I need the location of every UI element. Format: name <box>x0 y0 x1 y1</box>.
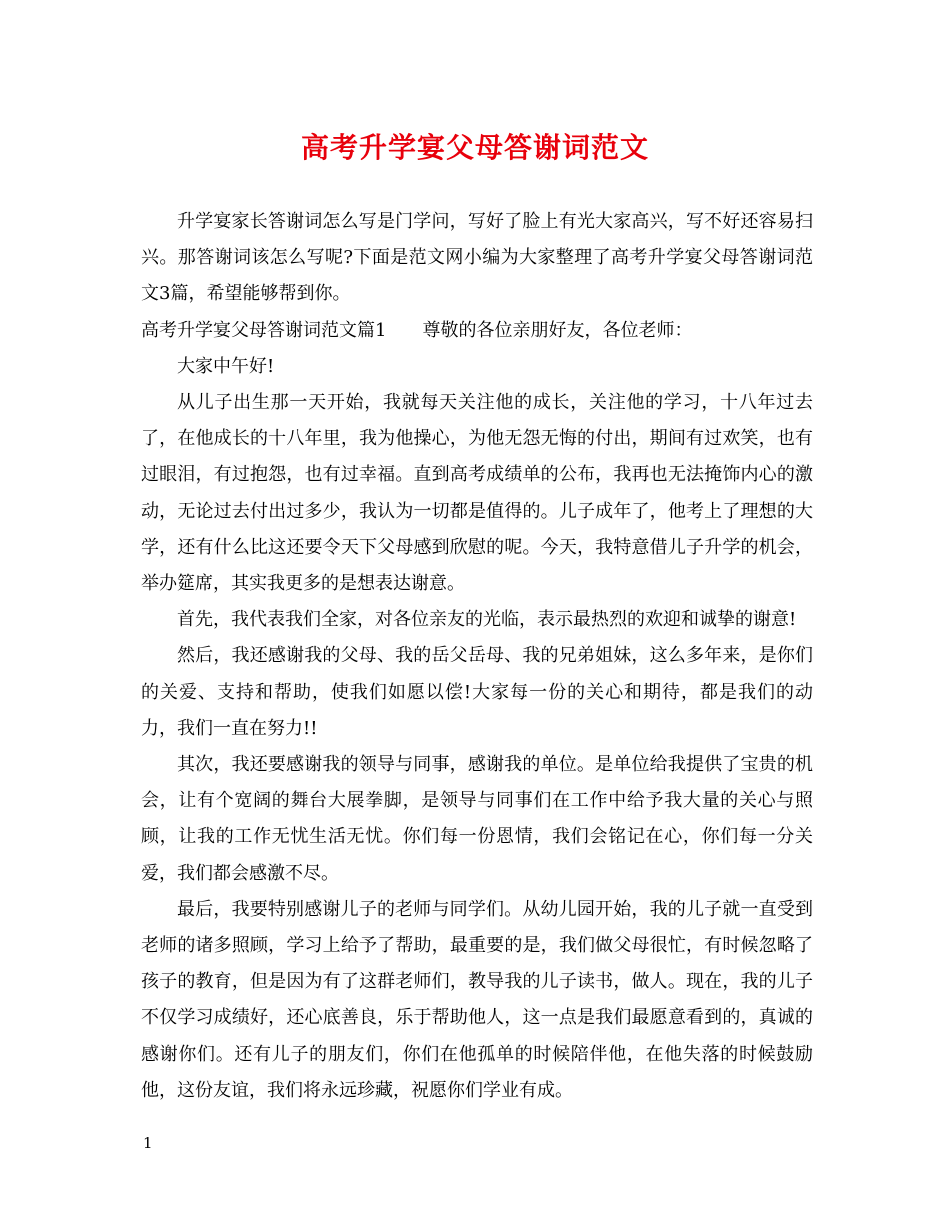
body-paragraph: 其次，我还要感谢我的领导与同事，感谢我的单位。是单位给我提供了宝贵的机会，让有个宽阔的舞台大展拳脚，是领导与同事们在工作中给予我大量的关心与照顾，让我的工作无忧生活无忧。你们每一份恩情，我们会铭记在心，你们每一分关爱，我们都会感激不尽。 <box>141 754 813 884</box>
page-number: 1 <box>143 1134 153 1152</box>
section-line <box>141 313 813 349</box>
greeting-paragraph: 大家中午好! <box>177 355 275 377</box>
intro-paragraph: 升学宴家长答谢词怎么写是门学问，写好了脸上有光大家高兴，写不好还容易扫兴。那答谢词该怎么写呢?下面是范文网小编为大家整理了高考升学宴父母答谢词范文3篇，希望能够帮到你。 <box>141 211 813 305</box>
body-paragraph: 然后，我还感谢我的父母、我的岳父岳母、我的兄弟姐妹，这么多年来，是你们的关爱、支持和帮助，使我们如愿以偿!大家每一份的关心和期待，都是我们的动力，我们一直在努力!! <box>141 645 813 739</box>
salutation: 尊敬的各位亲朋好友，各位老师： <box>422 319 693 341</box>
body-paragraph: 首先，我代表我们全家，对各位亲友的光临，表示最热烈的欢迎和诚挚的谢意! <box>177 609 797 631</box>
document-body <box>141 204 813 1109</box>
body-paragraph: 最后，我要特别感谢儿子的老师与同学们。从幼儿园开始，我的儿子就一直受到老师的诸多照顾，学习上给予了帮助，最重要的是，我们做父母很忙，有时候忽略了孩子的教育，但是因为有了这群老师们，教导我的儿子读书，做人。现在，我的儿子不仅学习成绩好，还心底善良，乐于帮助他人，这一点是我们最愿意看到的，真诚的感谢你们。还有儿子的朋友们，你们在他孤单的时候陪伴他，在他失落的时候鼓励他，这份友谊，我们将永远珍藏，祝愿你们学业有成。 <box>141 898 813 1101</box>
section-heading: 高考升学宴父母答谢词范文篇1 <box>141 319 387 341</box>
document-title: 高考升学宴父母答谢词范文 <box>300 131 649 164</box>
body-paragraph: 从儿子出生那一天开始，我就每天关注他的成长，关注他的学习，十八年过去了，在他成长的十八年里，我为他操心，为他无怨无悔的付出，期间有过欢笑，也有过眼泪，有过抱怨，也有过幸福。直到高考成绩单的公布，我再也无法掩饰内心的激动，无论过去付出过多少，我认为一切都是值得的。儿子成年了，他考上了理想的大学，还有什么比这还要令天下父母感到欣慰的呢。今天，我特意借儿子升学的机会，举办筵席，其实我更多的是想表达谢意。 <box>141 392 813 595</box>
